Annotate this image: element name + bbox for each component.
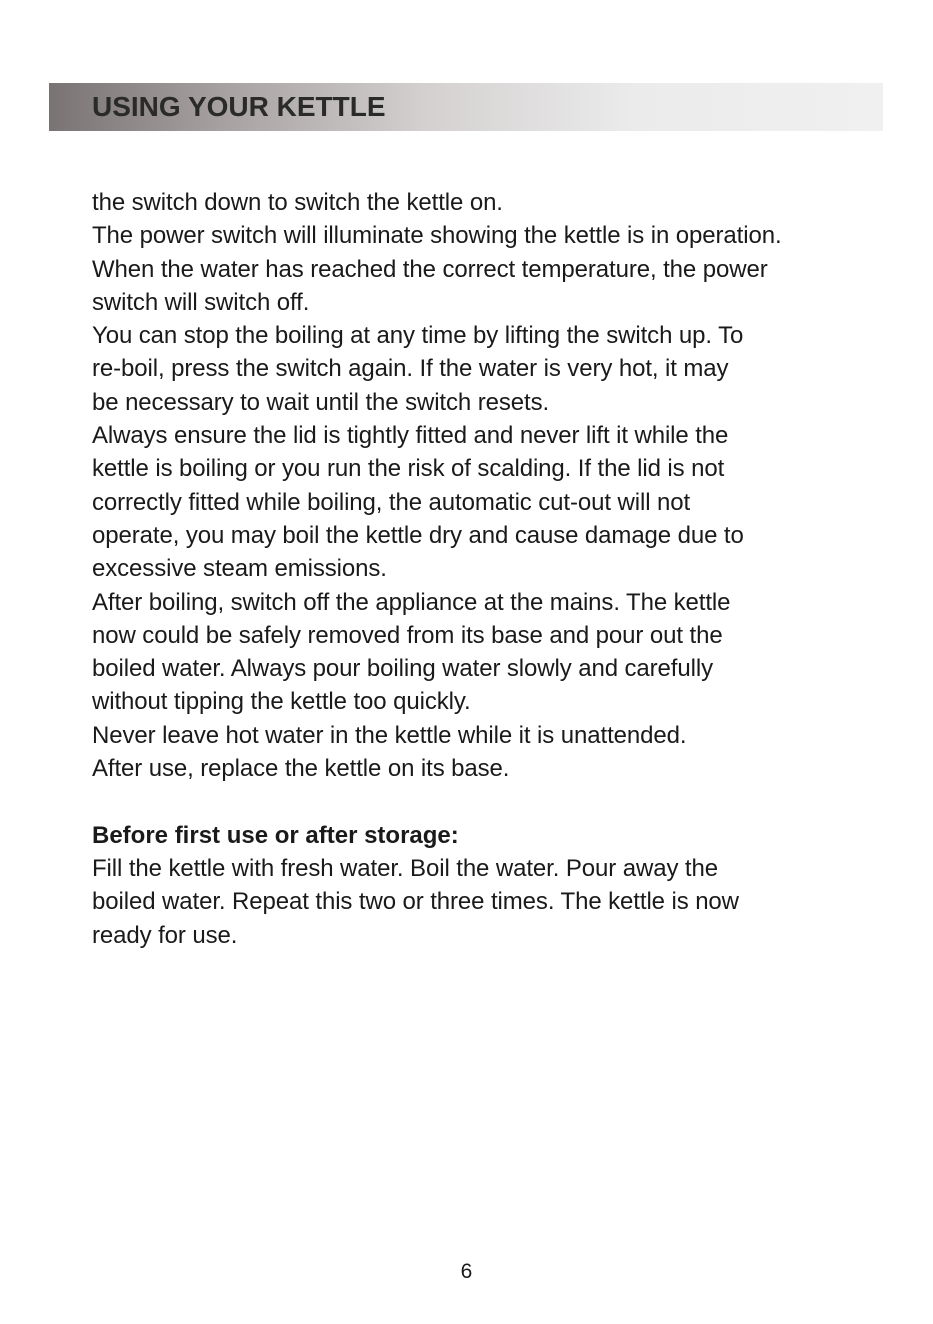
first-use-heading: Before first use or after storage: [92,821,459,849]
section-title: USING YOUR KETTLE [92,91,386,122]
instructions-body [92,186,922,952]
first-use-line: ready for use. [92,921,238,949]
body-line: kettle is boiling or you run the risk of scalding. If the lid is not [92,455,725,483]
body-line: You can stop the boiling at any time by lifting the switch up. To [92,322,744,350]
body-line: the switch down to switch the kettle on. [92,189,503,216]
body-line: be necessary to wait until the switch resets. [92,388,550,416]
body-line: boiled water. Always pour boiling water slowly and carefully [92,655,713,683]
body-line: switch will switch off. [92,288,310,316]
body-line: After boiling, switch off the appliance at the mains. The kettle [92,588,731,616]
body-line: After use, replace the kettle on its base. [92,755,510,783]
body-line: excessive steam emissions. [92,555,387,583]
body-line: operate, you may boil the kettle dry and cause damage due to [92,521,744,549]
body-line: When the water has reached the correct temperature, the power [92,255,768,283]
body-line: correctly fitted while boiling, the automatic cut-out will not [92,488,691,516]
body-line: The power switch will illuminate showing the kettle is in operation. [92,222,782,250]
first-use-line: boiled water. Repeat this two or three times. The kettle is now [92,888,739,916]
section-header-bar [49,83,883,131]
body-line: without tipping the kettle too quickly. [92,688,471,716]
body-line: now could be safely removed from its base and pour out the [92,621,723,649]
body-line: re-boil, press the switch again. If the water is very hot, it may [92,355,729,383]
page-number: 6 [460,1260,473,1283]
body-line: Never leave hot water in the kettle while it is unattended. [92,721,687,749]
body-line: Always ensure the lid is tightly fitted and never lift it while the [92,422,729,450]
paragraph-spacer [92,785,922,818]
first-use-line: Fill the kettle with fresh water. Boil the water. Pour away the [92,854,718,882]
